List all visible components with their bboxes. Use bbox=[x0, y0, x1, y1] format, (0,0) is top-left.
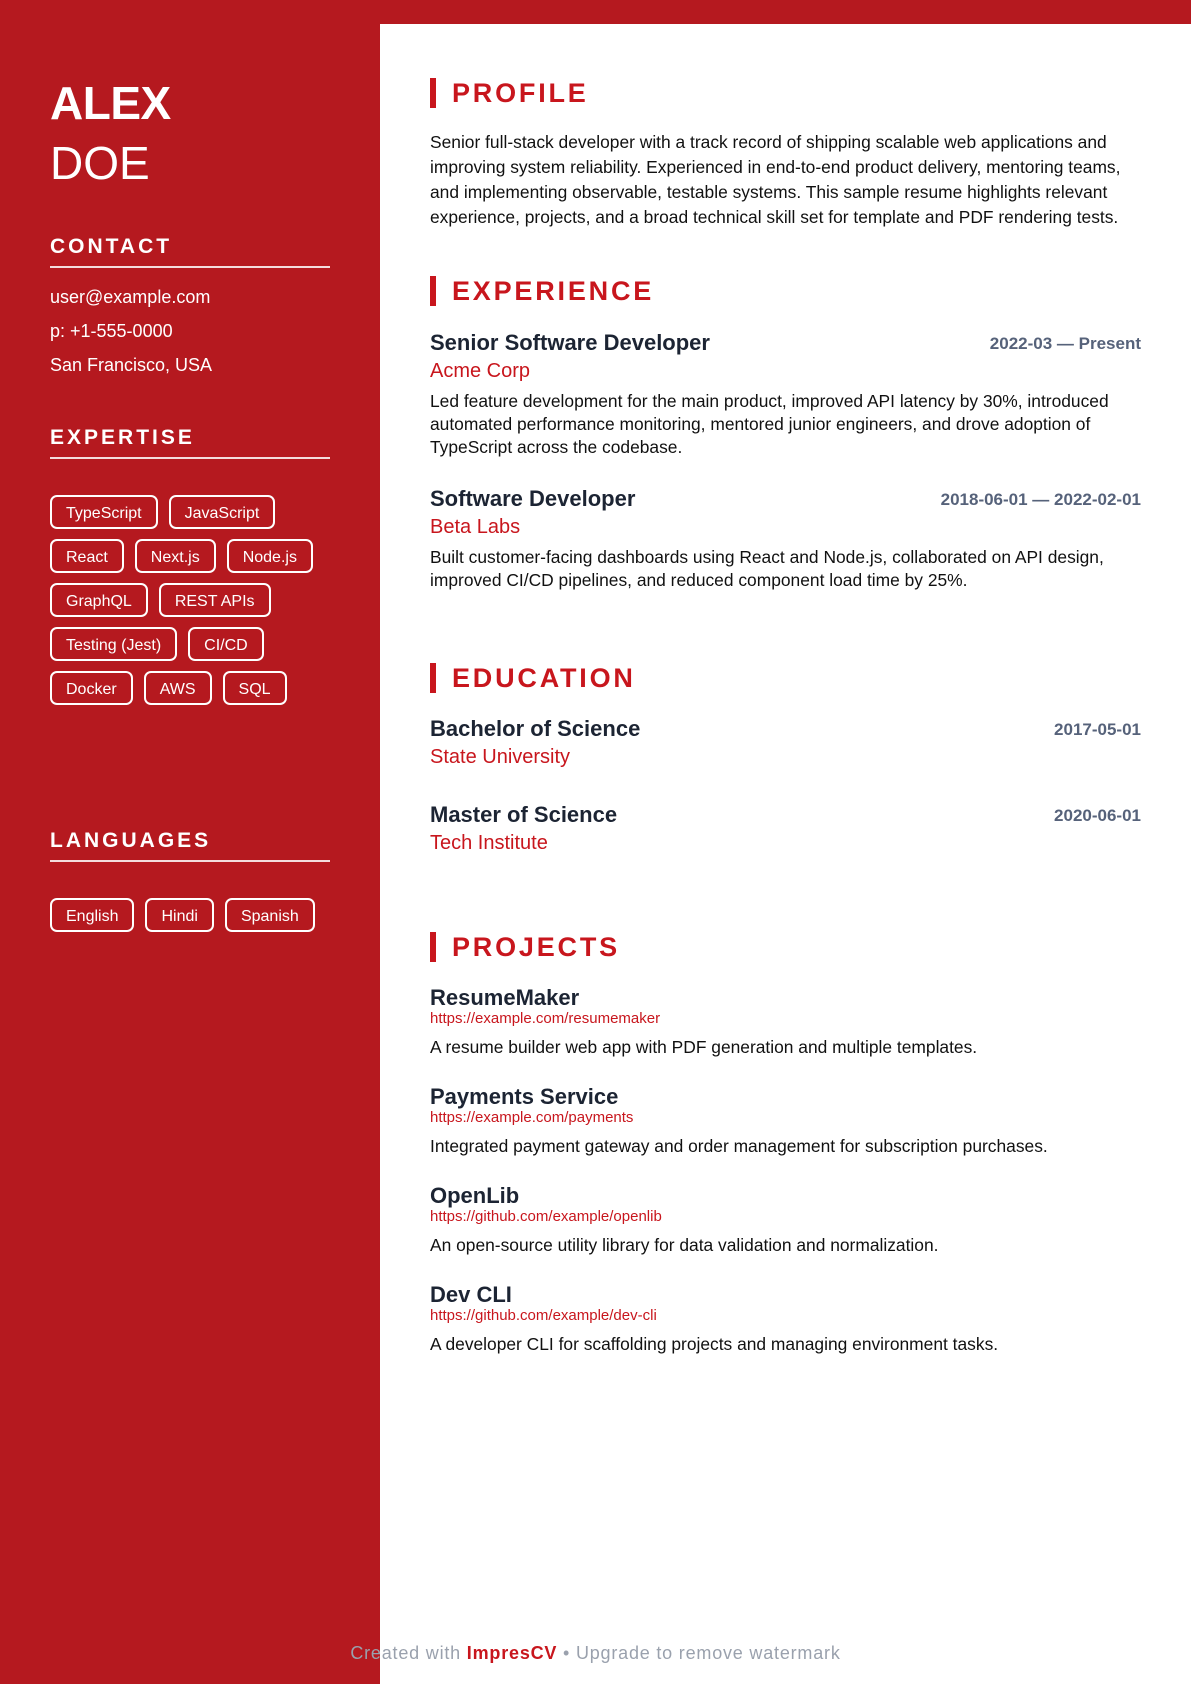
skill-tag: TypeScript bbox=[50, 495, 158, 529]
profile-line: improving system reliability. Experienced in end-to-end product delivery, mentoring teams, bbox=[430, 157, 1121, 177]
education-entry bbox=[430, 716, 1141, 771]
expertise-tags bbox=[50, 495, 330, 705]
project-name: Payments Service bbox=[430, 1084, 619, 1109]
job-description-line: Led feature development for the main product, improved API latency by 30%, introduced bbox=[430, 391, 1109, 411]
degree-date: 2020-06-01 bbox=[1054, 806, 1141, 825]
skill-tag: REST APIs bbox=[159, 583, 271, 617]
degree-title: Bachelor of Science bbox=[430, 716, 641, 741]
job-company: Acme Corp bbox=[430, 360, 531, 382]
job-title: Senior Software Developer bbox=[430, 330, 710, 355]
job-description-line: TypeScript across the codebase. bbox=[430, 437, 683, 457]
watermark-suffix[interactable]: • Upgrade to remove watermark bbox=[557, 1643, 841, 1663]
profile-line: and implementing observable, testable systems. This sample resume highlights relevant bbox=[430, 182, 1108, 202]
project-entry bbox=[430, 986, 1141, 1059]
skill-tag: GraphQL bbox=[50, 583, 148, 617]
project-name: ResumeMaker bbox=[430, 985, 580, 1010]
watermark-prefix: Created with bbox=[350, 1643, 467, 1663]
name-first: ALEX bbox=[50, 77, 171, 129]
contact-heading: CONTACT bbox=[50, 236, 330, 268]
job-description-line: improved CI/CD pipelines, and reduced component load time by 25%. bbox=[430, 570, 968, 590]
languages-heading: LANGUAGES bbox=[50, 830, 330, 862]
contact-phone[interactable]: p: +1-555-0000 bbox=[50, 321, 173, 341]
project-description: Integrated payment gateway and order management for subscription purchases. bbox=[430, 1136, 1048, 1156]
language-tag: Spanish bbox=[225, 898, 315, 932]
contact-list bbox=[50, 286, 212, 388]
language-tag: Hindi bbox=[145, 898, 213, 932]
skill-tag: Docker bbox=[50, 671, 133, 705]
job-description bbox=[430, 390, 1141, 459]
project-description: An open-source utility library for data validation and normalization. bbox=[430, 1235, 939, 1255]
top-accent-bar bbox=[380, 0, 1191, 24]
profile-line: Senior full-stack developer with a track record of shipping scalable web applications and bbox=[430, 132, 1107, 152]
school-name: Tech Institute bbox=[430, 832, 548, 854]
skill-tag: Node.js bbox=[227, 539, 313, 573]
job-description-line: Built customer-facing dashboards using React and Node.js, collaborated on API design, bbox=[430, 547, 1104, 567]
projects-heading: PROJECTS bbox=[430, 932, 620, 962]
project-link[interactable]: https://github.com/example/openlib bbox=[430, 1208, 662, 1225]
skill-tag: React bbox=[50, 539, 124, 573]
project-link[interactable]: https://example.com/payments bbox=[430, 1109, 634, 1126]
name-last: DOE bbox=[50, 137, 150, 189]
language-tag: English bbox=[50, 898, 134, 932]
contact-location: San Francisco, USA bbox=[50, 355, 213, 375]
skill-tag: Testing (Jest) bbox=[50, 627, 177, 661]
school-name: State University bbox=[430, 746, 571, 768]
job-dates: 2022-03 — Present bbox=[989, 334, 1141, 353]
experience-entry bbox=[430, 486, 1141, 592]
skill-tag: Next.js bbox=[135, 539, 216, 573]
project-description: A resume builder web app with PDF generation and multiple templates. bbox=[430, 1037, 978, 1057]
job-description-line: automated performance monitoring, mentored junior engineers, and drove adoption of bbox=[430, 414, 1091, 434]
profile-heading: PROFILE bbox=[430, 78, 589, 108]
expertise-heading: EXPERTISE bbox=[50, 427, 330, 459]
watermark bbox=[0, 1643, 1191, 1664]
project-entry bbox=[430, 1085, 1141, 1158]
skill-tag: AWS bbox=[144, 671, 212, 705]
contact-email[interactable]: user@example.com bbox=[50, 287, 211, 307]
project-name: OpenLib bbox=[430, 1183, 520, 1208]
job-dates: 2018-06-01 — 2022-02-01 bbox=[940, 490, 1141, 509]
job-title: Software Developer bbox=[430, 486, 636, 511]
degree-title: Master of Science bbox=[430, 802, 618, 827]
experience-heading: EXPERIENCE bbox=[430, 276, 654, 306]
skill-tag: JavaScript bbox=[169, 495, 276, 529]
education-heading: EDUCATION bbox=[430, 663, 636, 693]
skill-tag: CI/CD bbox=[188, 627, 264, 661]
project-name: Dev CLI bbox=[430, 1282, 512, 1307]
project-entry bbox=[430, 1184, 1141, 1257]
language-tags bbox=[50, 898, 330, 932]
project-description: A developer CLI for scaffolding projects and managing environment tasks. bbox=[430, 1334, 999, 1354]
project-link[interactable]: https://example.com/resumemaker bbox=[430, 1010, 661, 1027]
degree-date: 2017-05-01 bbox=[1054, 720, 1141, 739]
profile-text bbox=[430, 130, 1141, 230]
profile-line: experience, projects, and a broad technical skill set for template and PDF rendering tests. bbox=[430, 207, 1119, 227]
education-entry bbox=[430, 802, 1141, 857]
watermark-brand-link[interactable]: ImpresCV bbox=[466, 1643, 558, 1663]
experience-entry bbox=[430, 330, 1141, 459]
skill-tag: SQL bbox=[223, 671, 287, 705]
project-entry bbox=[430, 1283, 1141, 1356]
job-company: Beta Labs bbox=[430, 516, 521, 538]
project-link[interactable]: https://github.com/example/dev-cli bbox=[430, 1307, 657, 1324]
job-description bbox=[430, 546, 1141, 592]
